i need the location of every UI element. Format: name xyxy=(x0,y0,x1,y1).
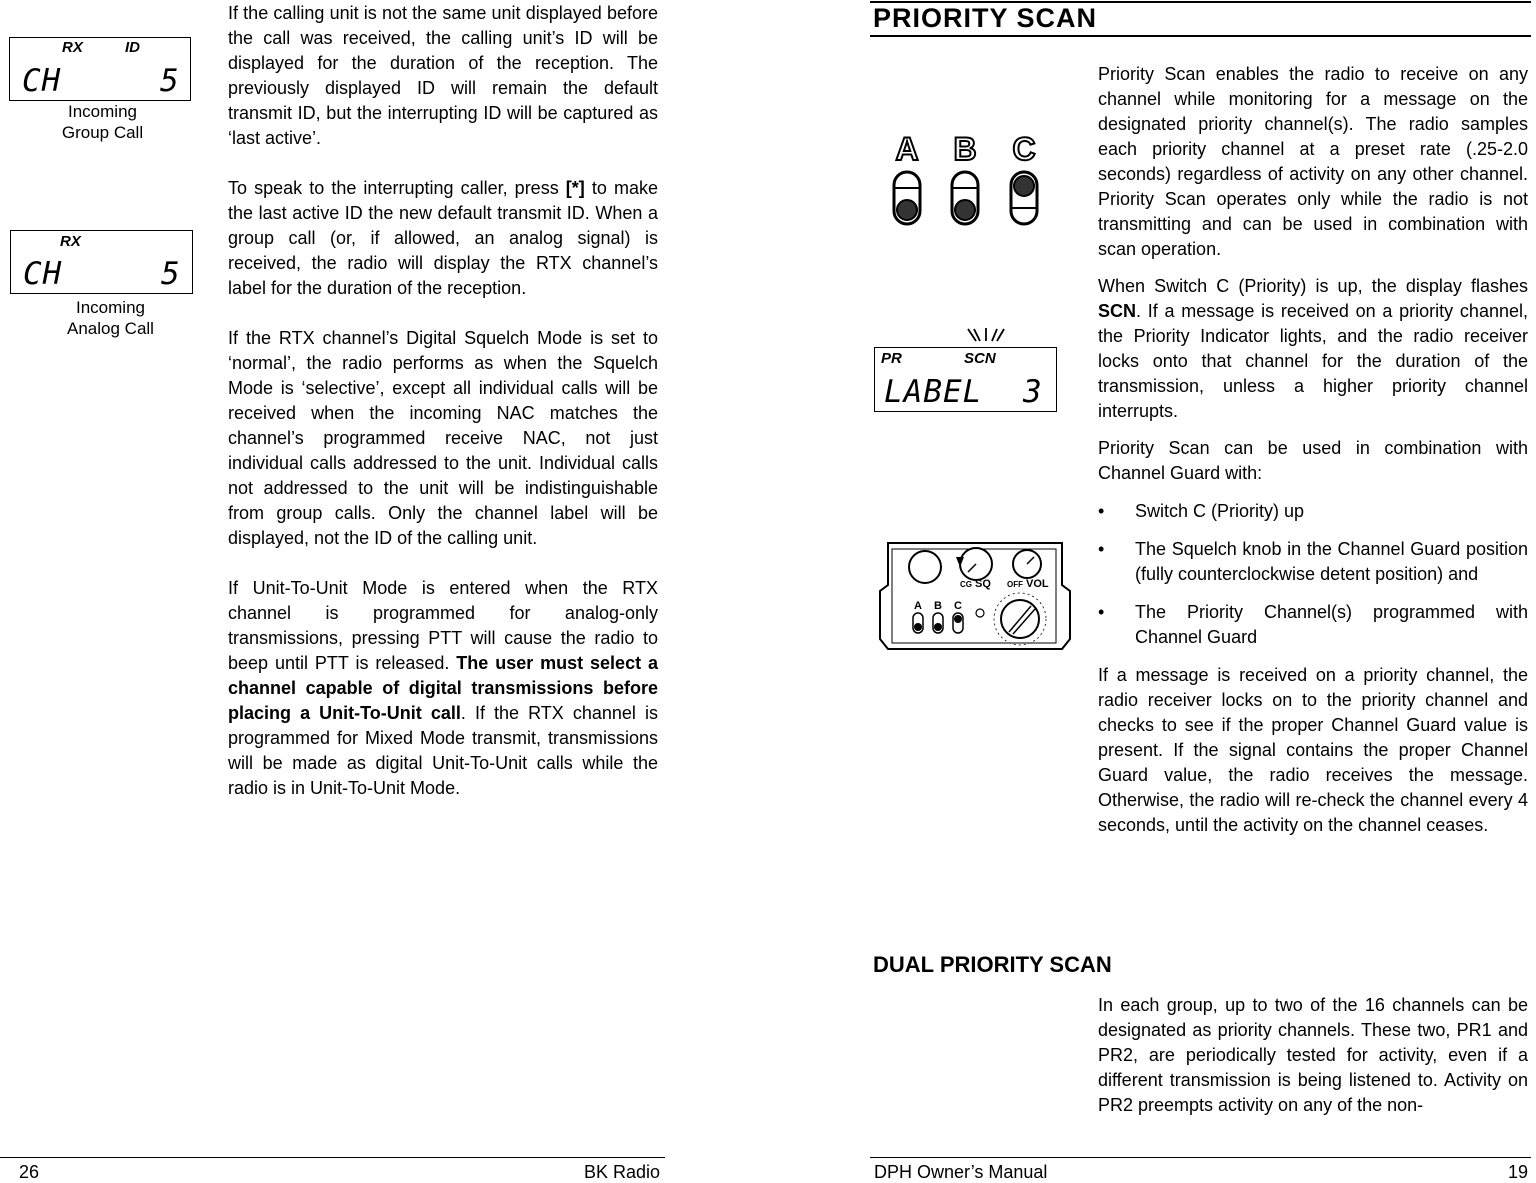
p2-text-b: to make the last active ID the new default transmit ID. When a group call (or, if allowed, an analog signal) is received, the radio will display the RTX channel’s label for the duration of the reception. xyxy=(228,178,658,298)
lcd-id-indicator: ID xyxy=(125,39,140,56)
switch-illustration xyxy=(884,128,1054,228)
bullet-text: The Squelch knob in the Channel Guard position (fully counterclockwise detent position) and xyxy=(1135,539,1528,584)
lcd-label-text: LABEL xyxy=(884,374,983,410)
list-item: • The Priority Channel(s) programmed with Channel Guard xyxy=(1098,602,1528,647)
right-body-text xyxy=(1098,62,1528,838)
lcd-right-text: 5 xyxy=(160,63,180,99)
left-page-number: 26 xyxy=(19,1162,40,1182)
p2-text-a: When Switch C (Priority) is up, the display flashes xyxy=(1098,276,1528,296)
left-footer-rule xyxy=(0,1157,665,1158)
switch-c[interactable] xyxy=(1011,172,1037,224)
lcd-display-priority-scan xyxy=(874,347,1057,412)
priority-indicator xyxy=(976,609,984,617)
channel-guard-conditions xyxy=(1098,499,1528,650)
panel-switch-a-label: A xyxy=(914,600,922,612)
paragraph-unit-to-unit xyxy=(228,576,658,801)
lcd-display-analog-call xyxy=(10,230,193,294)
list-item: • The Squelch knob in the Channel Guard position (fully counterclockwise detent position) and xyxy=(1098,539,1528,584)
lcd-rx-indicator: RX xyxy=(62,39,83,56)
switch-b[interactable] xyxy=(952,172,978,224)
cg-label: CG xyxy=(960,580,972,589)
switch-b-label: B xyxy=(953,131,977,167)
section-title-dual-priority: DUAL PRIORITY SCAN xyxy=(873,952,1112,977)
left-body-text xyxy=(228,1,658,801)
off-label: OFF xyxy=(1007,580,1023,589)
lcd-scn-indicator: SCN xyxy=(964,350,996,367)
paragraph-switch-c xyxy=(1098,274,1528,424)
switch-a-label: A xyxy=(895,131,919,167)
caption-incoming-group-call xyxy=(30,101,175,143)
right-footer-rule xyxy=(870,1157,1531,1158)
lcd-channel-number: 3 xyxy=(1023,374,1043,410)
caption-incoming-analog-call xyxy=(38,297,183,339)
left-footer-title: BK Radio xyxy=(583,1162,660,1182)
p2-text-b: . If a message is received on a priority channel, the Priority Indicator lights, and the radio receiver locks onto that channel for the duration of the transmission, unless a higher priority channel interrupts. xyxy=(1098,301,1528,421)
p4-text-a: If Unit-To-Unit Mode is entered when the RTX channel is programmed for analog-only transmissions, pressing PTT will cause the radio to beep until PTT is released. xyxy=(228,578,658,673)
star-key: [*] xyxy=(565,178,585,198)
lcd-left-text: CH xyxy=(23,256,63,292)
scn-keyword: SCN xyxy=(1098,301,1137,321)
caption-line-2: Analog Call xyxy=(67,319,154,338)
bullet-text: The Priority Channel(s) programmed with Channel Guard xyxy=(1135,602,1528,647)
page-title: PRIORITY SCAN xyxy=(873,3,1098,33)
sq-label: SQ xyxy=(975,578,991,590)
flash-indicator-icon xyxy=(964,327,1008,345)
right-footer-title: DPH Owner’s Manual xyxy=(874,1162,1048,1182)
paragraph-channel-guard: Priority Scan can be used in combination with Channel Guard with: xyxy=(1098,438,1528,483)
vol-label: VOL xyxy=(1026,578,1049,590)
switch-a[interactable] xyxy=(894,172,920,224)
panel-switch-b-label: B xyxy=(934,600,942,612)
paragraph-digital-squelch: If the RTX channel’s Digital Squelch Mode is set to ‘normal’, the radio performs as when the Squelch Mode is ‘selective’, except all individual calls will be received when the incoming NAC matches the channel’s programmed receive NAC, not just individual calls addressed to the unit. Individual calls not addressed to the unit will be indistinguishable from group calls. Only the channel label will be displayed, not the ID of the calling unit. xyxy=(228,328,658,548)
lcd-right-text: 5 xyxy=(161,256,181,292)
lcd-rx-indicator: RX xyxy=(60,233,81,250)
panel-switch-a[interactable] xyxy=(913,613,923,633)
antenna-port xyxy=(909,551,941,583)
p4-bold-warning: The user must select a channel capable of digital transmissions before placing a Unit-To-Unit call xyxy=(228,653,658,723)
radio-control-panel xyxy=(878,539,1072,653)
paragraph-dual-priority: In each group, up to two of the 16 channels can be designated as priority channels. These two, PR1 and PR2, are periodically tested for activity, even if a different transmission is being listened to. Activity on PR2 preempts activity on any of the non- xyxy=(1098,995,1528,1115)
paragraph-speak-interrupting xyxy=(228,176,658,301)
lcd-pr-indicator: PR xyxy=(881,350,902,367)
switch-c-label: C xyxy=(1012,131,1036,167)
list-item: • Switch C (Priority) up xyxy=(1098,501,1305,521)
panel-switch-c-label: C xyxy=(954,600,962,612)
right-body-text-2 xyxy=(1098,993,1528,1118)
paragraph-priority-scan-intro: Priority Scan enables the radio to receive on any channel while monitoring for a message on the designated priority channel(s). The radio samples each priority channel at a preset rate (.25-2.0 seconds) regardless of activity on any other channel. Priority Scan operates only while the radio is not transmitting and can be used in combination with scan operation. xyxy=(1098,64,1528,259)
right-page-number: 19 xyxy=(1507,1162,1528,1182)
p4-text-b: . If the RTX channel is programmed for Mixed Mode transmit, transmissions will be made as digital Unit-To-Unit calls while the radio is in Unit-To-Unit Mode. xyxy=(228,703,658,798)
p2-text-a: To speak to the interrupting caller, press xyxy=(228,178,566,198)
paragraph-priority-lock: If a message is received on a priority channel, the radio receiver locks on to the priority channel and checks to see if the proper Channel Guard value is present. If the signal contains the proper Channel Guard value, the radio receives the message. Otherwise, the radio will re-check the channel every 4 seconds, until the activity on the channel ceases. xyxy=(1098,665,1528,835)
caption-line-1: Incoming xyxy=(76,298,145,317)
caption-line-2: Group Call xyxy=(61,123,144,142)
lcd-left-text: CH xyxy=(22,63,62,99)
caption-line-1: Incoming xyxy=(68,102,137,121)
paragraph-calling-unit: If the calling unit is not the same unit displayed before the call was received, the calling unit’s ID will be displayed for the duration of the reception. The previously displayed ID will remain the default transmit ID, but the interrupting ID will be captured as ‘last active’. xyxy=(228,3,658,148)
panel-switch-c[interactable] xyxy=(953,613,963,633)
lcd-display-group-call xyxy=(9,37,191,101)
bullet-text: Switch C (Priority) up xyxy=(1135,501,1305,521)
title-bottom-rule xyxy=(870,35,1531,37)
panel-switch-b[interactable] xyxy=(933,613,943,633)
